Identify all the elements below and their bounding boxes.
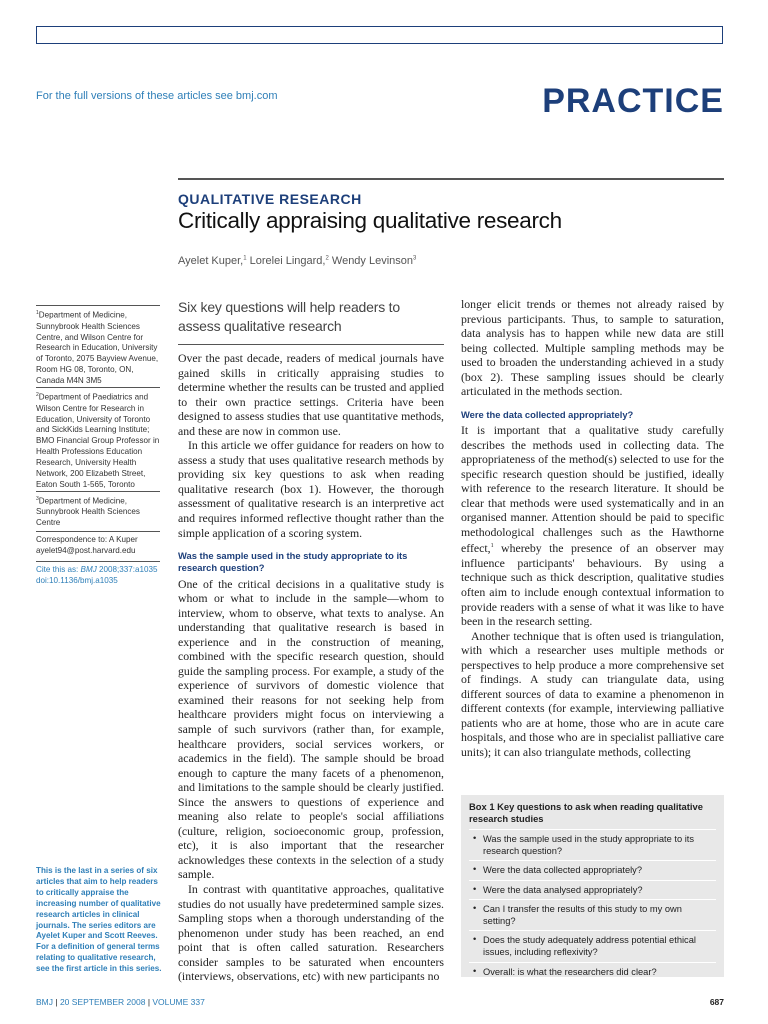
article-title: Critically appraising qualitative research bbox=[178, 208, 562, 233]
doi[interactable]: doi:10.1136/bmj.a1035 bbox=[36, 576, 118, 585]
section-heading: Were the data collected appropriately? bbox=[461, 408, 634, 420]
citation-prefix: Cite this as: bbox=[36, 565, 81, 575]
affiliation bbox=[36, 305, 160, 387]
author-name: Lorelei Lingard, bbox=[249, 255, 326, 267]
section-title: PRACTICE bbox=[542, 82, 724, 120]
body-column-2 bbox=[461, 297, 724, 760]
author-name: Wendy Levinson bbox=[331, 255, 414, 267]
affiliation-mark: 1 bbox=[36, 310, 39, 316]
footer-separator: | bbox=[145, 997, 153, 1007]
reference-mark[interactable]: 1 bbox=[490, 543, 494, 550]
footer-date: 20 SEPTEMBER 2008 bbox=[59, 997, 146, 1007]
box-question: • Overall: is what the researchers did clear? bbox=[469, 962, 716, 981]
full-versions-link[interactable]: For the full versions of these articles see bmj.com bbox=[36, 90, 278, 102]
body-paragraph: Another technique that is often used is triangulation, with which a researcher uses multiple methods or perspectives to help produce a more comprehensive set of findings. A study can triangulate data, using different sources of data to examine a phenomenon in different contexts (for example, interviewing palliative patients who are at home, those who are in acute care hospitals, and those who are in specialist palliative care units); it can also triangulate methods, collecting bbox=[461, 628, 724, 759]
correspondence[interactable]: Correspondence to: A Kuper ayelet94@post.harvard.edu bbox=[36, 531, 160, 557]
page-number: 687 bbox=[709, 997, 724, 1007]
paragraph-text: whereby the presence of an observer may influence participants' behaviours. By using a technique such as thick description, qualitative studies often aim to include enough contextual information to provide readers with a sense of what it was like to have been in the research setting. bbox=[461, 541, 724, 629]
affiliation-text: Department of Medicine, Sunnybrook Health Sciences Centre bbox=[36, 496, 140, 528]
body-paragraph: In contrast with quantitative approaches, qualitative studies do not usually have predetermined sample sizes. Sampling stops when a thorough understanding of the phenomenon under study has been reached, an end point that is often called saturation. Researchers consider samples to be saturated when encounters (interviews, observations, etc) with new participants no bbox=[178, 882, 444, 984]
box-question: • Does the study adequately address potential ethical issues, including reflexivity? bbox=[469, 930, 716, 961]
citation bbox=[36, 561, 160, 587]
box-question: • Were the data collected appropriately? bbox=[469, 860, 716, 879]
box-question-list bbox=[469, 829, 716, 981]
citation-journal: BMJ bbox=[80, 565, 97, 575]
affiliation-text: Department of Paediatrics and Wilson Centre for Research in Education, University of Toronto and SickKids Learning Institute; BMO Financial Group Professor in Health Professions Education Research, University Health Network, 200 Elizabeth Street, Eaton South 1-565, Toronto bbox=[36, 392, 160, 489]
affiliation bbox=[36, 491, 160, 529]
affiliation bbox=[36, 387, 160, 491]
author-affiliation-mark: 3 bbox=[413, 255, 417, 262]
standfirst: Six key questions will help readers to assess qualitative research bbox=[178, 299, 400, 334]
body-paragraph: Over the past decade, readers of medical journals have gained skills in critically appraising studies to determine whether the results can be trusted and applied to their own practice settings. Criteria have been designed to assess studies that use quantitative methods, and these are now in common use. bbox=[178, 351, 444, 438]
definition-note-text: For a definition of general terms relating to qualitative research, see the first article in this series. bbox=[36, 942, 162, 974]
author-affiliation-mark: 1 bbox=[243, 255, 247, 262]
box-1 bbox=[461, 795, 724, 977]
header-divider bbox=[178, 178, 724, 180]
author-affiliation-mark: 2 bbox=[325, 255, 329, 262]
paragraph-text: It is important that a qualitative study carefully describes the methods used in collecting data. The appropriateness of the method(s) selected to use for the specific research question should be justified, ideally with reference to the research literature. It should be clear that methods were used systematically and in an organised manner. Attention should be paid to specific methodological challenges such as the Hawthorne effect, bbox=[461, 423, 724, 556]
box-question: • Was the sample used in the study appropriate to its research question? bbox=[469, 829, 716, 860]
body-paragraph bbox=[461, 423, 724, 629]
article-kicker: QUALITATIVE RESEARCH bbox=[178, 191, 362, 207]
footer-separator: | bbox=[53, 997, 60, 1007]
body-paragraph: In this article we offer guidance for readers on how to assess a study that uses qualitative research methods by providing six key questions to ask when reading qualitative research (box 1). However, the thorough assessment of qualitative research is an interpretive act and requires informed reflective thought rather than the simple application of a scoring system. bbox=[178, 438, 444, 540]
section-heading: Was the sample used in the study appropriate to its research question? bbox=[178, 550, 408, 574]
body-column-1 bbox=[178, 349, 444, 984]
body-paragraph: longer elicit trends or themes not already raised by previous participants. Thus, to sample to saturation, data analysis has to happen while new data are still being collected. Multiple sampling methods may be used to broaden the understanding achieved in a study (box 2). These sampling issues should be clearly articulated in the methods section. bbox=[461, 297, 724, 399]
body-paragraph: One of the critical decisions in a qualitative study is whom or what to include in the sample—whom to interview, whom to observe, what texts to analyse. An understanding that qualitative research is based in experience and in the construction of meaning, combined with the specific research question, should guide the sampling process. For example, a study of the experience of survivors of domestic violence that examined their reasons for not seeking help from healthcare providers might focus on interviewing a sample of such survivors (rather than, for example, healthcare providers, social services workers, or academics in the field). The sample should be broad enough to capture the many facets of a phenomenon, and limitations to the sample should be clearly justified. Since the answers to questions of experience and meaning also relate to people's social affiliations (culture, religion, socioeconomic group, profession, etc), it is also important that the researcher acknowledges these contexts in the selection of a study sample. bbox=[178, 576, 444, 882]
citation-reference: 2008;337:a1035 bbox=[96, 565, 158, 575]
author-list bbox=[178, 255, 416, 267]
box-title: Box 1 Key questions to ask when reading qualitative research studies bbox=[469, 801, 703, 824]
affiliation-mark: 3 bbox=[36, 495, 39, 502]
sidebar bbox=[36, 305, 160, 587]
series-note-text: This is the last in a series of six articles that aim to help readers to critically appraise the increasing number of qualitative research articles in clinical journals. The series editors are Ayelet Kuper and Scott Reeves. bbox=[36, 866, 161, 941]
affiliation-mark: 2 bbox=[36, 392, 39, 399]
author-name: Ayelet Kuper, bbox=[178, 255, 244, 267]
series-note bbox=[36, 866, 162, 975]
footer-info bbox=[36, 997, 205, 1007]
box-question: • Can I transfer the results of this study to my own setting? bbox=[469, 899, 716, 930]
standfirst-divider bbox=[178, 344, 444, 345]
footer-volume: VOLUME 337 bbox=[152, 997, 205, 1007]
box-question: • Were the data analysed appropriately? bbox=[469, 880, 716, 899]
footer-journal: BMJ bbox=[36, 997, 53, 1007]
affiliation-text: Department of Medicine, Sunnybrook Health Sciences Centre, and Wilson Centre for Research in Education, University of Toronto, 2075 Bayview Avenue, Room HG 08, Toronto, ON, Canada M4N 3M5 bbox=[36, 310, 159, 386]
top-frame-border bbox=[36, 26, 723, 44]
